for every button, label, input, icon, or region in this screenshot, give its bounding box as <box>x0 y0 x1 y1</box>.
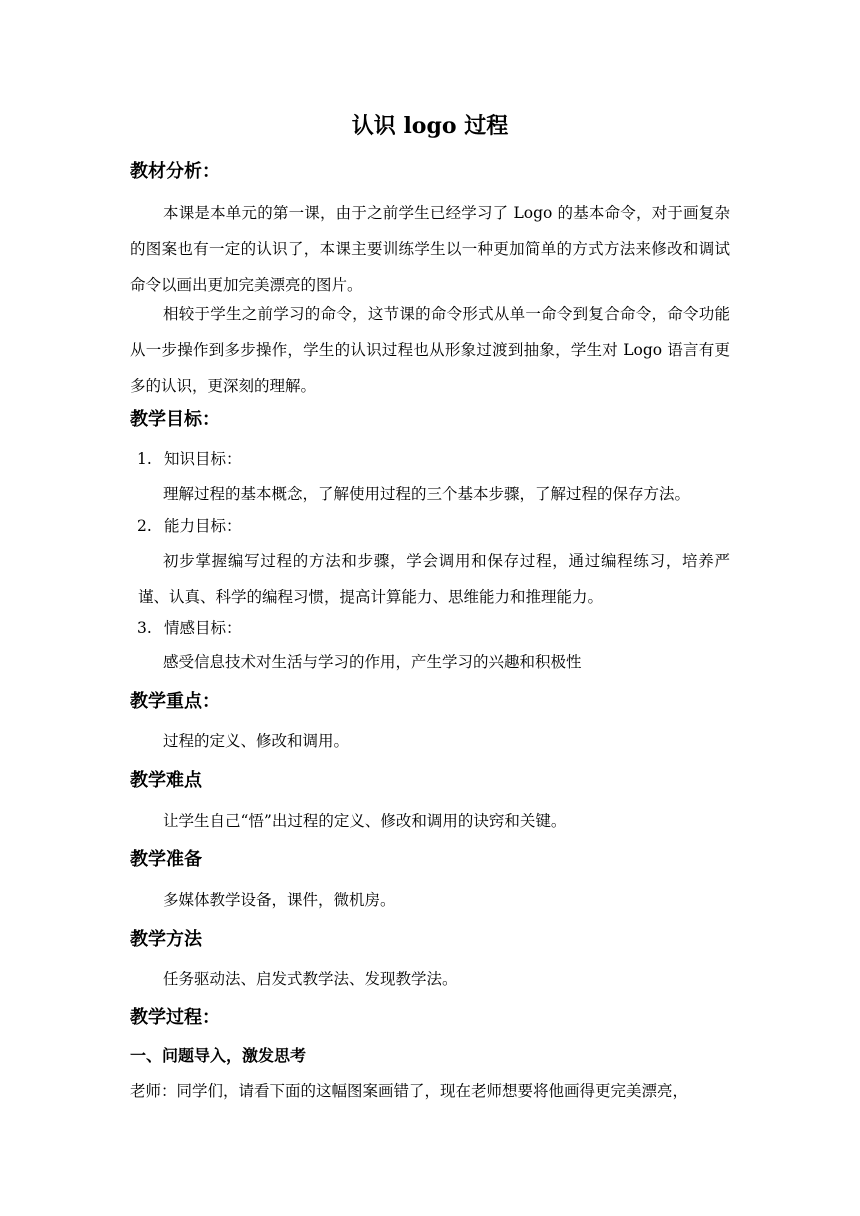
document-title: 认识 logo 过程 <box>351 113 509 139</box>
goal-item-3-label: 情感目标： <box>164 619 242 637</box>
goal-item-3 <box>137 615 242 641</box>
goal-item-1-text: 理解过程的基本概念，了解使用过程的三个基本步骤，了解过程的保存方法。 <box>163 485 691 503</box>
process-text: 老师：同学们，请看下面的这幅图案画错了，现在老师想要将他画得更完美漂亮， <box>130 1082 689 1100</box>
methods-text: 任务驱动法、启发式教学法、发现教学法。 <box>163 970 458 988</box>
heading-analysis: 教材分析： <box>130 161 220 182</box>
goal-item-1-label: 知识目标： <box>164 450 242 468</box>
goal-item-2-text: 初步掌握编写过程的方法和步骤，学会调用和保存过程，通过编程练习，培养严谨、认真、科学的编程习惯，提高计算能力、思维能力和推理能力。 <box>138 552 730 606</box>
analysis-paragraph-1: 本课是本单元的第一课，由于之前学生已经学习了 Logo 的基本命令，对于画复杂的图案也有一定的认识了，本课主要训练学生以一种更加简单的方式方法来修改和调试命令以画出更加完美漂亮的图片。 <box>130 204 730 294</box>
goal-item-1-number: 1. <box>137 450 152 468</box>
heading-preparation: 教学准备 <box>130 849 202 870</box>
preparation-text: 多媒体教学设备，课件，微机房。 <box>163 891 396 909</box>
goal-item-2-number: 2. <box>137 517 152 535</box>
difficulties-text: 让学生自己“悟”出过程的定义、修改和调用的诀窍和关键。 <box>163 812 567 830</box>
heading-difficulties: 教学难点 <box>130 770 202 791</box>
key-points-text: 过程的定义、修改和调用。 <box>163 732 350 750</box>
goal-item-3-number: 3. <box>137 619 152 637</box>
goal-item-2-label: 能力目标： <box>164 517 242 535</box>
analysis-paragraph-2: 相较于学生之前学习的命令，这节课的命令形式从单一命令到复合命令，命令功能从一步操作到多步操作，学生的认识过程也从形象过渡到抽象，学生对 Logo 语言有更多的认识，更深刻的理解。 <box>130 305 730 395</box>
heading-goals: 教学目标： <box>130 409 220 430</box>
heading-process: 教学过程： <box>130 1007 220 1028</box>
process-subheading: 一、问题导入，激发思考 <box>130 1046 307 1065</box>
heading-methods: 教学方法 <box>130 929 202 950</box>
goal-item-2 <box>137 513 242 539</box>
goal-item-1 <box>137 446 242 472</box>
goal-item-3-text: 感受信息技术对生活与学习的作用，产生学习的兴趣和积极性 <box>163 653 582 671</box>
heading-key-points: 教学重点： <box>130 691 220 712</box>
